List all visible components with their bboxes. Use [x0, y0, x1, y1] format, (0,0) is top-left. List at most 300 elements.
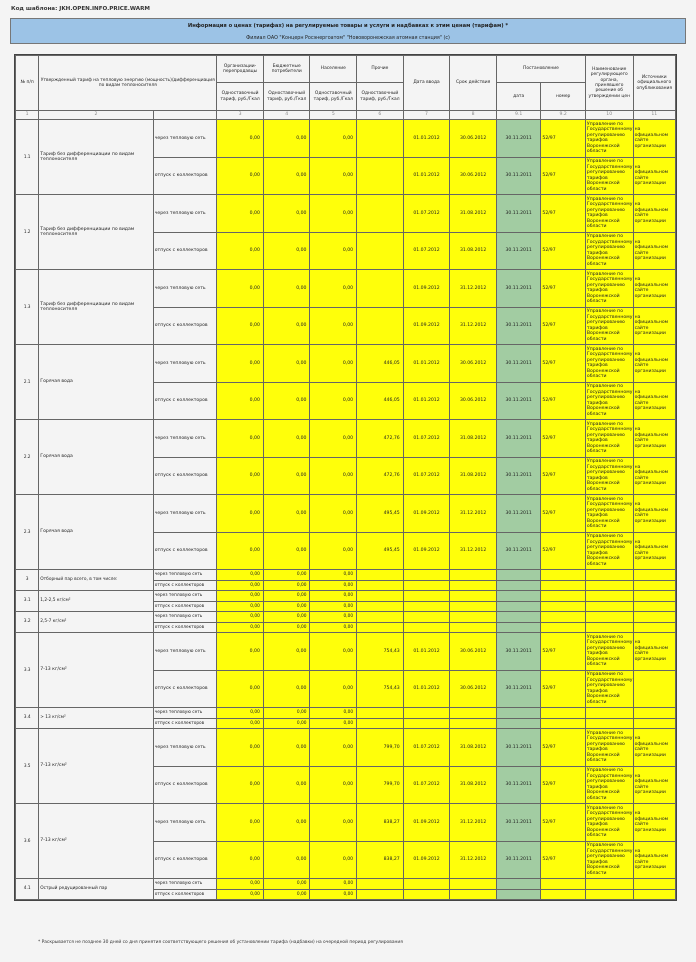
org-tariff: 0,00: [217, 382, 264, 420]
authority: Управление по Государственному регулированию тарифов Воронежской области: [585, 766, 633, 804]
decree-date: [496, 889, 540, 900]
decree-number: 52/97: [541, 457, 586, 495]
row-number: 1.3: [16, 270, 39, 345]
other-tariff: 799,70: [357, 766, 404, 804]
source: на официальном сайте организации: [633, 729, 675, 767]
row-number: 2.3: [16, 495, 39, 570]
population-tariff: 0,00: [310, 232, 357, 270]
header-budget: Бюджетные потребители: [263, 56, 310, 83]
header-unit: Одноставочный тариф, руб./Гкал: [263, 83, 310, 111]
other-tariff: 472,76: [357, 420, 404, 458]
org-tariff: 0,00: [217, 670, 264, 708]
supply-type: отпуск с коллекторов: [153, 580, 217, 591]
population-tariff: 0,00: [310, 580, 357, 591]
header-tariff: Утвержденный тариф на тепловую энергию (мощность)/дифференциация по видам теплоносителя: [39, 56, 217, 111]
source: [633, 708, 675, 719]
supply-type: через тепловую сеть: [153, 804, 217, 842]
tariff-table: [15, 55, 676, 900]
org-tariff: 0,00: [217, 120, 264, 158]
table-row: [16, 633, 676, 671]
supply-type: отпуск с коллекторов: [153, 670, 217, 708]
authority: [585, 612, 633, 623]
term-date: [450, 879, 497, 890]
decree-date: 30.11.2011: [496, 532, 540, 570]
decree-number: 52/97: [541, 195, 586, 233]
term-date: 31.12.2012: [450, 532, 497, 570]
header-org: Организации-перепродавцы: [217, 56, 264, 83]
start-date: [403, 570, 450, 581]
budget-tariff: 0,00: [263, 591, 310, 602]
start-date: 01.07.2012: [403, 232, 450, 270]
decree-date: [496, 601, 540, 612]
supply-type: отпуск с коллекторов: [153, 232, 217, 270]
budget-tariff: 0,00: [263, 804, 310, 842]
decree-number: 52/97: [541, 307, 586, 345]
term-date: 31.08.2012: [450, 195, 497, 233]
tariff-table-frame: [14, 54, 677, 901]
supply-type: отпуск с коллекторов: [153, 889, 217, 900]
population-tariff: 0,00: [310, 718, 357, 729]
other-tariff: [357, 580, 404, 591]
authority: [585, 708, 633, 719]
header-population: Население: [310, 56, 357, 83]
term-date: [450, 591, 497, 602]
other-tariff: 495,45: [357, 495, 404, 533]
decree-number: 52/97: [541, 120, 586, 158]
other-tariff: [357, 157, 404, 195]
start-date: 01.07.2012: [403, 729, 450, 767]
budget-tariff: 0,00: [263, 307, 310, 345]
source: на официальном сайте организации: [633, 457, 675, 495]
population-tariff: 0,00: [310, 591, 357, 602]
other-tariff: 495,45: [357, 532, 404, 570]
decree-date: 30.11.2011: [496, 120, 540, 158]
other-tariff: 446,05: [357, 382, 404, 420]
tariff-name: 7-13 кг/см²: [39, 804, 153, 879]
other-tariff: [357, 879, 404, 890]
tariff-name: Острый редуцированный пар: [39, 879, 153, 900]
budget-tariff: 0,00: [263, 889, 310, 900]
population-tariff: 0,00: [310, 879, 357, 890]
supply-type: через тепловую сеть: [153, 270, 217, 308]
org-tariff: 0,00: [217, 804, 264, 842]
source: на официальном сайте организации: [633, 270, 675, 308]
header-decree-date: дата: [496, 83, 540, 111]
supply-type: отпуск с коллекторов: [153, 601, 217, 612]
decree-date: [496, 612, 540, 623]
decree-number: [541, 601, 586, 612]
decree-date: [496, 570, 540, 581]
column-number: 9.2: [541, 111, 586, 120]
org-tariff: 0,00: [217, 591, 264, 602]
source: [633, 591, 675, 602]
term-date: 31.12.2012: [450, 270, 497, 308]
column-number: 11: [633, 111, 675, 120]
org-tariff: 0,00: [217, 532, 264, 570]
source: на официальном сайте организации: [633, 804, 675, 842]
row-number: 3.6: [16, 804, 39, 879]
supply-type: отпуск с коллекторов: [153, 157, 217, 195]
term-date: 31.08.2012: [450, 232, 497, 270]
term-date: [450, 622, 497, 633]
org-tariff: 0,00: [217, 879, 264, 890]
authority: [585, 622, 633, 633]
header-unit: Одноставочный тариф, руб./Гкал: [217, 83, 264, 111]
other-tariff: [357, 570, 404, 581]
page-subtitle: Филиал ОАО "Концерн Росэнергоатом" "Нововоронежская атомная станция" (с): [246, 36, 450, 41]
source: [633, 879, 675, 890]
start-date: [403, 889, 450, 900]
budget-tariff: 0,00: [263, 601, 310, 612]
column-number: 7: [403, 111, 450, 120]
budget-tariff: 0,00: [263, 718, 310, 729]
other-tariff: [357, 120, 404, 158]
other-tariff: [357, 718, 404, 729]
budget-tariff: 0,00: [263, 232, 310, 270]
other-tariff: 838,27: [357, 841, 404, 879]
decree-number: [541, 612, 586, 623]
authority: Управление по Государственному регулированию тарифов Воронежской области: [585, 532, 633, 570]
supply-type: отпуск с коллекторов: [153, 841, 217, 879]
decree-date: 30.11.2011: [496, 195, 540, 233]
other-tariff: [357, 232, 404, 270]
org-tariff: 0,00: [217, 307, 264, 345]
decree-number: [541, 580, 586, 591]
population-tariff: 0,00: [310, 457, 357, 495]
population-tariff: 0,00: [310, 532, 357, 570]
start-date: 01.09.2012: [403, 804, 450, 842]
table-row: [16, 495, 676, 533]
supply-type: через тепловую сеть: [153, 570, 217, 581]
start-date: 01.07.2012: [403, 420, 450, 458]
decree-date: 30.11.2011: [496, 157, 540, 195]
supply-type: через тепловую сеть: [153, 195, 217, 233]
other-tariff: 754,43: [357, 633, 404, 671]
decree-date: 30.11.2011: [496, 766, 540, 804]
population-tariff: 0,00: [310, 420, 357, 458]
authority: [585, 889, 633, 900]
decree-date: 30.11.2011: [496, 270, 540, 308]
decree-number: 52/97: [541, 766, 586, 804]
decree-date: 30.11.2011: [496, 382, 540, 420]
header-term: Срок действия: [450, 56, 497, 111]
header-unit: Одноставочный тариф, руб./Гкал: [310, 83, 357, 111]
source: на официальном сайте организации: [633, 307, 675, 345]
source: на официальном сайте организации: [633, 766, 675, 804]
header-unit: Одноставочный тариф, руб./Гкал: [357, 83, 404, 111]
term-date: 31.12.2012: [450, 495, 497, 533]
decree-number: 52/97: [541, 729, 586, 767]
start-date: 01.07.2012: [403, 195, 450, 233]
decree-date: 30.11.2011: [496, 841, 540, 879]
budget-tariff: 0,00: [263, 570, 310, 581]
decree-date: 30.11.2011: [496, 307, 540, 345]
table-row: [16, 570, 676, 581]
authority: [585, 718, 633, 729]
decree-date: 30.11.2011: [496, 729, 540, 767]
source: на официальном сайте организации: [633, 345, 675, 383]
other-tariff: [357, 889, 404, 900]
org-tariff: 0,00: [217, 612, 264, 623]
column-number: [153, 111, 217, 120]
supply-type: через тепловую сеть: [153, 120, 217, 158]
org-tariff: 0,00: [217, 345, 264, 383]
population-tariff: 0,00: [310, 612, 357, 623]
other-tariff: [357, 601, 404, 612]
source: на официальном сайте организации: [633, 841, 675, 879]
row-number: 4.1: [16, 879, 39, 900]
org-tariff: 0,00: [217, 841, 264, 879]
org-tariff: 0,00: [217, 420, 264, 458]
population-tariff: 0,00: [310, 601, 357, 612]
tariff-name: 7-13 кг/см²: [39, 729, 153, 804]
decree-date: [496, 708, 540, 719]
row-number: 2.1: [16, 345, 39, 420]
other-tariff: [357, 622, 404, 633]
tariff-name: Горячая вода: [39, 345, 153, 420]
budget-tariff: 0,00: [263, 495, 310, 533]
column-number: 4: [263, 111, 310, 120]
budget-tariff: 0,00: [263, 157, 310, 195]
source: на официальном сайте организации: [633, 157, 675, 195]
tariff-name: Тариф без дифференциации по видам теплоносителя: [39, 120, 153, 195]
org-tariff: 0,00: [217, 157, 264, 195]
supply-type: через тепловую сеть: [153, 591, 217, 602]
start-date: [403, 708, 450, 719]
budget-tariff: 0,00: [263, 532, 310, 570]
budget-tariff: 0,00: [263, 708, 310, 719]
decree-number: 52/97: [541, 382, 586, 420]
tariff-name: Горячая вода: [39, 420, 153, 495]
source: [633, 889, 675, 900]
table-row: [16, 804, 676, 842]
budget-tariff: 0,00: [263, 612, 310, 623]
decree-number: 52/97: [541, 804, 586, 842]
decree-number: [541, 570, 586, 581]
table-row: [16, 345, 676, 383]
decree-date: 30.11.2011: [496, 345, 540, 383]
org-tariff: 0,00: [217, 570, 264, 581]
supply-type: через тепловую сеть: [153, 345, 217, 383]
decree-number: [541, 708, 586, 719]
budget-tariff: 0,00: [263, 270, 310, 308]
term-date: [450, 570, 497, 581]
other-tariff: [357, 591, 404, 602]
authority: Управление по Государственному регулированию тарифов Воронежской области: [585, 633, 633, 671]
population-tariff: 0,00: [310, 889, 357, 900]
table-row: [16, 270, 676, 308]
budget-tariff: 0,00: [263, 420, 310, 458]
source: [633, 601, 675, 612]
column-number: 9.1: [496, 111, 540, 120]
column-number: 1: [16, 111, 39, 120]
source: [633, 612, 675, 623]
start-date: [403, 591, 450, 602]
column-number: 10: [585, 111, 633, 120]
decree-date: 30.11.2011: [496, 804, 540, 842]
supply-type: отпуск с коллекторов: [153, 718, 217, 729]
row-number: 3.5: [16, 729, 39, 804]
authority: Управление по Государственному регулированию тарифов Воронежской области: [585, 307, 633, 345]
decree-number: [541, 879, 586, 890]
decree-number: 52/97: [541, 420, 586, 458]
row-number: 3.4: [16, 708, 39, 729]
population-tariff: 0,00: [310, 120, 357, 158]
budget-tariff: 0,00: [263, 195, 310, 233]
org-tariff: 0,00: [217, 708, 264, 719]
decree-number: [541, 889, 586, 900]
column-number: 3: [217, 111, 264, 120]
source: на официальном сайте организации: [633, 495, 675, 533]
table-row: [16, 879, 676, 890]
population-tariff: 0,00: [310, 195, 357, 233]
supply-type: через тепловую сеть: [153, 612, 217, 623]
authority: Управление по Государственному регулированию тарифов Воронежской области: [585, 670, 633, 708]
org-tariff: 0,00: [217, 889, 264, 900]
decree-date: 30.11.2011: [496, 232, 540, 270]
other-tariff: 754,43: [357, 670, 404, 708]
population-tariff: 0,00: [310, 157, 357, 195]
template-code: Код шаблона: JKH.OPEN.INFO.PRICE.WARM: [11, 6, 150, 12]
start-date: 01.09.2012: [403, 307, 450, 345]
other-tariff: 446,05: [357, 345, 404, 383]
other-tariff: 799,70: [357, 729, 404, 767]
source: на официальном сайте организации: [633, 382, 675, 420]
term-date: [450, 601, 497, 612]
authority: Управление по Государственному регулированию тарифов Воронежской области: [585, 804, 633, 842]
supply-type: отпуск с коллекторов: [153, 622, 217, 633]
source: [633, 670, 675, 708]
decree-number: 52/97: [541, 633, 586, 671]
budget-tariff: 0,00: [263, 580, 310, 591]
term-date: 31.12.2012: [450, 307, 497, 345]
tariff-name: Горячая вода: [39, 495, 153, 570]
other-tariff: [357, 612, 404, 623]
authority: Управление по Государственному регулированию тарифов Воронежской области: [585, 841, 633, 879]
budget-tariff: 0,00: [263, 622, 310, 633]
authority: Управление по Государственному регулированию тарифов Воронежской области: [585, 232, 633, 270]
page-title: Информация о ценах (тарифах) на регулируемые товары и услуги и надбавках к этим ценам (тарифам) *: [187, 23, 509, 29]
header-date-start: Дата ввода: [403, 56, 450, 111]
source: [633, 622, 675, 633]
other-tariff: [357, 307, 404, 345]
other-tariff: [357, 270, 404, 308]
start-date: 01.01.2012: [403, 670, 450, 708]
table-row: [16, 612, 676, 623]
source: на официальном сайте организации: [633, 633, 675, 671]
table-row: [16, 708, 676, 719]
source: [633, 570, 675, 581]
authority: Управление по Государственному регулированию тарифов Воронежской области: [585, 120, 633, 158]
decree-date: [496, 591, 540, 602]
start-date: 01.07.2012: [403, 457, 450, 495]
start-date: 01.09.2012: [403, 495, 450, 533]
start-date: 01.01.2012: [403, 633, 450, 671]
supply-type: отпуск с коллекторов: [153, 382, 217, 420]
table-row: [16, 729, 676, 767]
org-tariff: 0,00: [217, 718, 264, 729]
tariff-name: Тариф без дифференциации по видам теплоносителя: [39, 270, 153, 345]
column-number: 8: [450, 111, 497, 120]
supply-type: через тепловую сеть: [153, 729, 217, 767]
population-tariff: 0,00: [310, 307, 357, 345]
decree-number: [541, 718, 586, 729]
other-tariff: [357, 708, 404, 719]
budget-tariff: 0,00: [263, 879, 310, 890]
start-date: 01.09.2012: [403, 270, 450, 308]
tariff-name: Тариф без дифференциации по видам теплоносителя: [39, 195, 153, 270]
source: на официальном сайте организации: [633, 532, 675, 570]
tariff-name: 7-13 кг/см²: [39, 633, 153, 708]
column-number: 6: [357, 111, 404, 120]
budget-tariff: 0,00: [263, 841, 310, 879]
decree-date: [496, 622, 540, 633]
table-row: [16, 195, 676, 233]
supply-type: отпуск с коллекторов: [153, 307, 217, 345]
start-date: 01.07.2012: [403, 766, 450, 804]
start-date: [403, 718, 450, 729]
decree-number: 52/97: [541, 232, 586, 270]
term-date: 31.08.2012: [450, 766, 497, 804]
start-date: [403, 622, 450, 633]
decree-date: [496, 580, 540, 591]
authority: Управление по Государственному регулированию тарифов Воронежской области: [585, 420, 633, 458]
population-tariff: 0,00: [310, 766, 357, 804]
supply-type: через тепловую сеть: [153, 420, 217, 458]
table-row: [16, 120, 676, 158]
decree-number: [541, 622, 586, 633]
table-row: [16, 420, 676, 458]
budget-tariff: 0,00: [263, 670, 310, 708]
row-number: 3.2: [16, 612, 39, 633]
authority: Управление по Государственному регулированию тарифов Воронежской области: [585, 270, 633, 308]
header-sources: Источники официального опубликования: [633, 56, 675, 111]
row-number: 1.1: [16, 120, 39, 195]
authority: Управление по Государственному регулированию тарифов Воронежской области: [585, 345, 633, 383]
column-number: 5: [310, 111, 357, 120]
authority: Управление по Государственному регулированию тарифов Воронежской области: [585, 495, 633, 533]
budget-tariff: 0,00: [263, 120, 310, 158]
start-date: 01.01.2012: [403, 382, 450, 420]
source: [633, 718, 675, 729]
row-number: 3.3: [16, 633, 39, 708]
decree-date: 30.11.2011: [496, 420, 540, 458]
org-tariff: 0,00: [217, 601, 264, 612]
authority: [585, 591, 633, 602]
row-number: 2.2: [16, 420, 39, 495]
org-tariff: 0,00: [217, 232, 264, 270]
budget-tariff: 0,00: [263, 766, 310, 804]
term-date: 31.12.2012: [450, 841, 497, 879]
header-num: № п/п: [16, 56, 39, 111]
term-date: [450, 718, 497, 729]
table-row: [16, 591, 676, 602]
header-other: Прочие: [357, 56, 404, 83]
decree-date: 30.11.2011: [496, 457, 540, 495]
tariff-name: > 13 кг/см²: [39, 708, 153, 729]
population-tariff: 0,00: [310, 633, 357, 671]
footnote: * Раскрывается не позднее 30 дней со дня принятия соответствующего решения об установлении тарифа (надбавки) на очередной период регулирования: [38, 940, 403, 945]
term-date: [450, 889, 497, 900]
decree-date: 30.11.2011: [496, 633, 540, 671]
authority: [585, 570, 633, 581]
tariff-name: 2,5-7 кг/см²: [39, 612, 153, 633]
budget-tariff: 0,00: [263, 382, 310, 420]
supply-type: отпуск с коллекторов: [153, 766, 217, 804]
term-date: 31.08.2012: [450, 457, 497, 495]
term-date: 31.12.2012: [450, 804, 497, 842]
row-number: 1.2: [16, 195, 39, 270]
